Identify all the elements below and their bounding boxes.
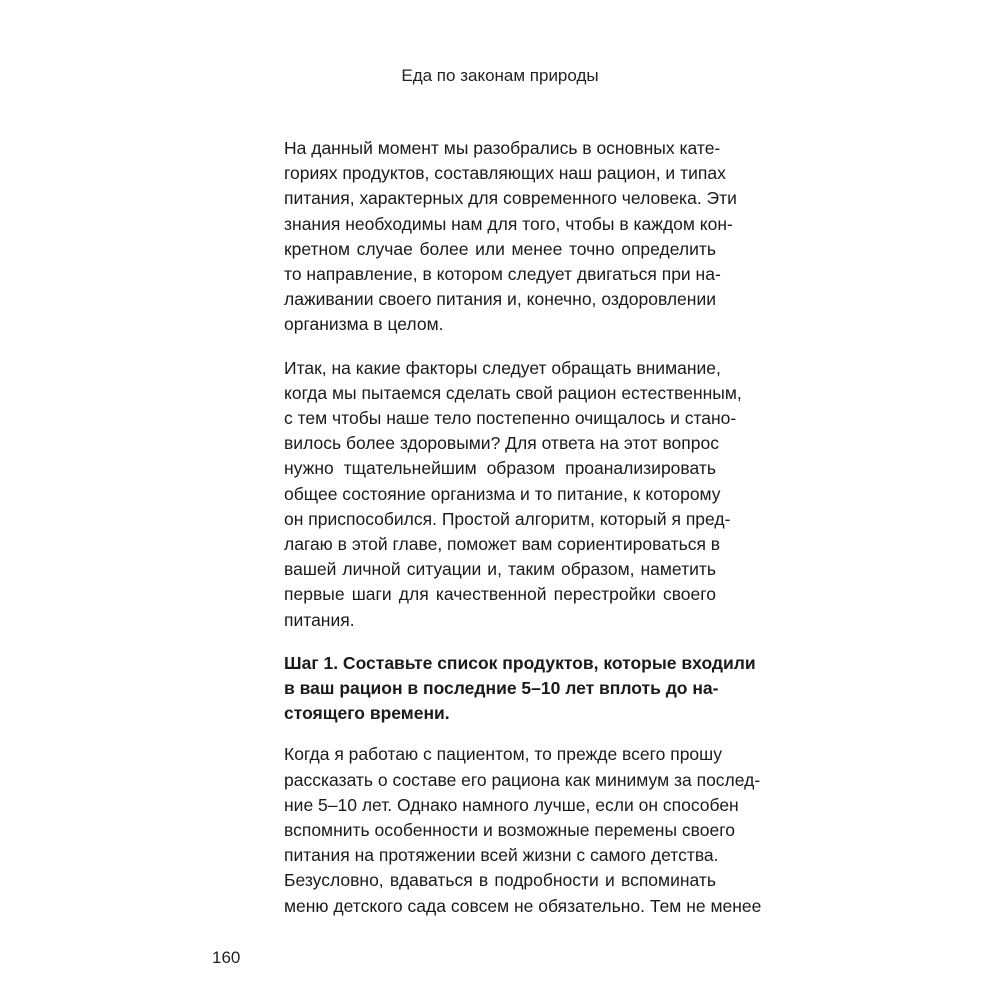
paragraph-line: с тем чтобы наше тело постепенно очищалось и стано- [284, 408, 737, 429]
paragraph-line: меню детского сада совсем не обязательно. Тем не менее [284, 895, 762, 916]
paragraph-line: то направление, в котором следует двигаться при на- [284, 264, 721, 285]
paragraph-line: вилось более здоровыми? Для ответа на этот вопрос [284, 433, 719, 454]
paragraph-line: питания, характерных для современного человека. Эти [284, 188, 737, 209]
paragraph-line: нужно тщательнейшим образом проанализировать [284, 458, 716, 479]
paragraph-2 [284, 356, 742, 633]
heading-line: стоящего времени. [284, 703, 450, 724]
body-text [284, 136, 762, 937]
paragraph-line: Когда я работаю с пациентом, то прежде всего прошу [284, 744, 722, 765]
paragraph-line: он приспособился. Простой алгоритм, который я пред- [284, 508, 731, 529]
paragraph-line: Безусловно, вдаваться в подробности и вспоминать [284, 870, 716, 891]
paragraph-line: организма в целом. [284, 314, 444, 335]
paragraph-line: На данный момент мы разобрались в основных кате- [284, 138, 721, 158]
paragraph-line: первые шаги для качественной перестройки своего [284, 584, 716, 605]
paragraph-line: лагаю в этой главе, поможет вам сориентироваться в [284, 534, 721, 555]
paragraph-line: общее состояние организма и то питание, к которому [284, 483, 721, 504]
heading-line: в ваш рацион в последние 5–10 лет вплоть до на- [284, 678, 719, 699]
paragraph-line: питания на протяжении всей жизни с самого детства. [284, 845, 719, 866]
paragraph-3 [284, 742, 762, 918]
heading-line: Шаг 1. Составьте список продуктов, которые входили [284, 652, 756, 673]
page-number: 160 [212, 948, 241, 967]
paragraph-line: лаживании своего питания и, конечно, оздоровлении [284, 289, 716, 310]
paragraph-line: знания необходимы нам для того, чтобы в каждом кон- [284, 213, 733, 234]
paragraph-line: гориях продуктов, составляющих наш рацион, и типах [284, 163, 726, 184]
paragraph-line: вашей личной ситуации и, таким образом, наметить [284, 559, 716, 580]
paragraph-1 [284, 136, 737, 338]
paragraph-line: вспомнить особенности и возможные перемены своего [284, 820, 735, 841]
paragraph-line: кретном случае более или менее точно определить [284, 238, 716, 259]
paragraph-line: Итак, на какие факторы следует обращать внимание, [284, 357, 721, 378]
step-heading [284, 651, 756, 727]
paragraph-line: ние 5–10 лет. Однако намного лучше, если он способен [284, 794, 739, 815]
paragraph-line: рассказать о составе его рациона как минимум за послед- [284, 769, 761, 790]
paragraph-line: когда мы пытаемся сделать свой рацион естественным, [284, 382, 742, 403]
paragraph-line: питания. [284, 609, 355, 630]
running-head: Еда по законам природы [401, 66, 599, 85]
